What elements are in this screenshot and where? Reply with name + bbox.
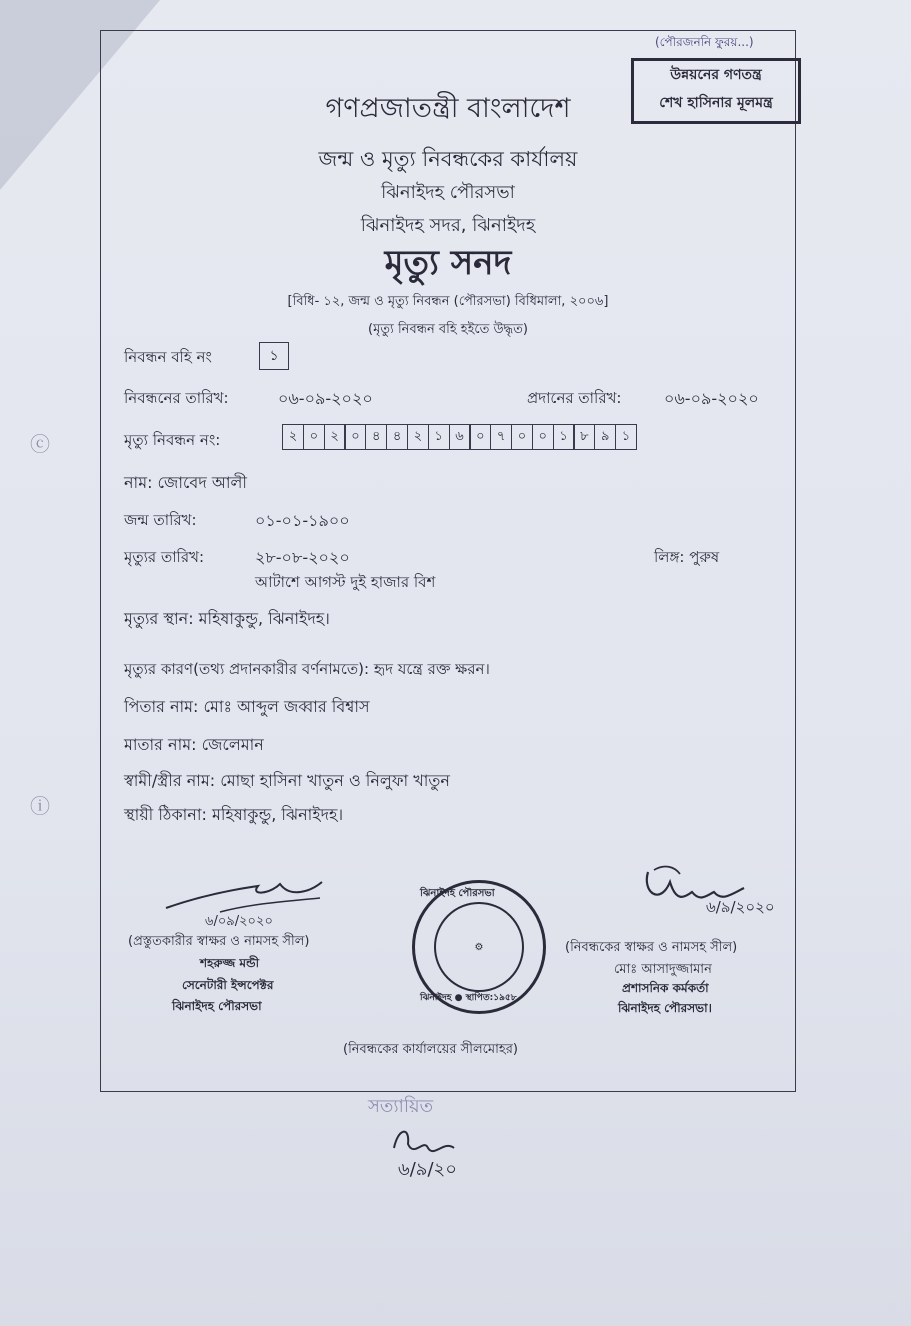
seal-bottom-text: ঝিনাইদহ ● স্থাপিত:১৯৫৮ [420,993,517,1003]
attested-label: সত্যায়িত [368,1096,434,1117]
margin-mark: ⓘ [30,794,50,818]
stamp-note: (পৌরজননি ফুরয়...) [655,35,754,49]
book-no-label: নিবন্ধন বহি নং [124,348,212,366]
permanent-address: স্থায়ী ঠিকানা: মহিষাকুন্ডু, ঝিনাইদহ। [124,805,344,824]
death-date-words: আটাশে আগস্ট দুই হাজার বিশ [255,573,436,591]
slogan-line-1: উন্নয়নের গণতন্ত্র [670,67,762,83]
death-reg-digit: ০ [303,424,325,450]
reg-date-value: ০৬-০৯-২০২০ [278,389,373,408]
death-reg-digit: ১ [428,424,450,450]
extract-note: (মৃত্যু নিবন্ধন বহি হইতে উদ্ধৃত) [368,322,528,337]
death-reg-digit: ৭ [490,424,512,450]
seal-emblem: ⚙ [434,902,524,992]
death-date-value: ২৮-০৮-২০২০ [255,548,350,567]
death-reg-digit: ২ [282,424,304,450]
rule-reference: [বিধি- ১২, জন্ম ও মৃত্যু নিবন্ধন (পৌরসভা) বিধিমালা, ২০০৬] [287,294,609,309]
death-reg-digit: ০ [511,424,533,450]
reg-date-label: নিবন্ধনের তারিখ: [124,389,229,407]
death-reg-label: মৃত্যু নিবন্ধন নং: [124,431,221,449]
registrar-office: ঝিনাইদহ পৌরসভা। [618,1001,712,1015]
seal-top-text: ঝিনাইদহ পৌরসভা [420,888,495,899]
district-heading: ঝিনাইদহ সদর, ঝিনাইদহ [360,215,536,236]
issue-date-label: প্রদানের তারিখ: [527,389,622,407]
death-reg-digit: ১ [553,424,575,450]
death-reg-digit: ৬ [449,424,471,450]
preparer-date: ৬/০৯/২০২০ [205,914,273,929]
birth-date-label: জন্ম তারিখ: [124,511,197,529]
deceased-name: নাম: জোবেদ আলী [124,473,247,492]
death-date-label: মৃত্যুর তারিখ: [124,548,205,566]
death-reg-digit: ০ [469,424,491,450]
country-heading: গণপ্রজাতন্ত্রী বাংলাদেশ [325,93,571,124]
birth-date-value: ০১-০১-১৯০০ [255,511,350,530]
preparer-caption: (প্রস্তুতকারীর স্বাক্ষর ও নামসহ সীল) [128,934,310,949]
registrar-caption: (নিবন্ধকের স্বাক্ষর ও নামসহ সীল) [565,940,738,955]
death-reg-digit: ০ [532,424,554,450]
death-reg-digit: ৯ [594,424,616,450]
certificate-title: মৃত্যু সনদ [384,243,512,283]
office-heading: জন্ম ও মৃত্যু নিবন্ধকের কার্যালয় [318,147,578,171]
death-reg-digit: ৪ [365,424,387,450]
death-reg-digit: ৪ [386,424,408,450]
death-cause: মৃত্যুর কারণ(তথ্য প্রদানকারীর বর্ণনামতে): হৃদ যন্ত্রে রক্ত ক্ষরন। [124,660,490,678]
death-reg-digit: ৮ [573,424,595,450]
municipality-heading: ঝিনাইদহ পৌরসভা [381,182,515,203]
attest-date: ৬/৯/২০ [398,1159,457,1180]
preparer-title: সেনেটারী ইন্সপেক্টর [182,978,274,992]
seal-caption: (নিবন্ধকের কার্যালয়ের সীলমোহর) [343,1042,518,1057]
book-no-box: ১ [259,342,289,370]
preparer-name: শহরুজ্জ মন্ডী [200,956,260,970]
father-name: পিতার নাম: মোঃ আব্দুল জব্বার বিশ্বাস [124,697,370,716]
registrar-date: ৬/৯/২০২০ [706,898,775,916]
registrar-name: মোঃ আসাদুজ্জামান [614,962,712,977]
registrar-title: প্রশাসনিক কর্মকর্তা [622,981,709,995]
mother-name: মাতার নাম: জেলেমান [124,735,264,754]
issue-date-value: ০৬-০৯-২০২০ [664,389,759,408]
death-place: মৃত্যুর স্থান: মহিষাকুন্ডু, ঝিনাইদহ। [124,609,330,628]
death-reg-number [282,424,636,450]
death-reg-digit: ১ [615,424,637,450]
death-reg-digit: ২ [324,424,346,450]
margin-mark: ⓒ [30,432,50,456]
death-reg-digit: ২ [407,424,429,450]
spouse-name: স্বামী/স্ত্রীর নাম: মোছা হাসিনা খাতুন ও নিলুফা খাতুন [124,771,450,790]
death-reg-digit: ০ [344,424,366,450]
slogan-line-2: শেখ হাসিনার মূলমন্ত্র [659,95,773,111]
preparer-office: ঝিনাইদহ পৌরসভা [172,999,262,1013]
gender: লিঙ্গ: পুরুষ [654,548,720,566]
